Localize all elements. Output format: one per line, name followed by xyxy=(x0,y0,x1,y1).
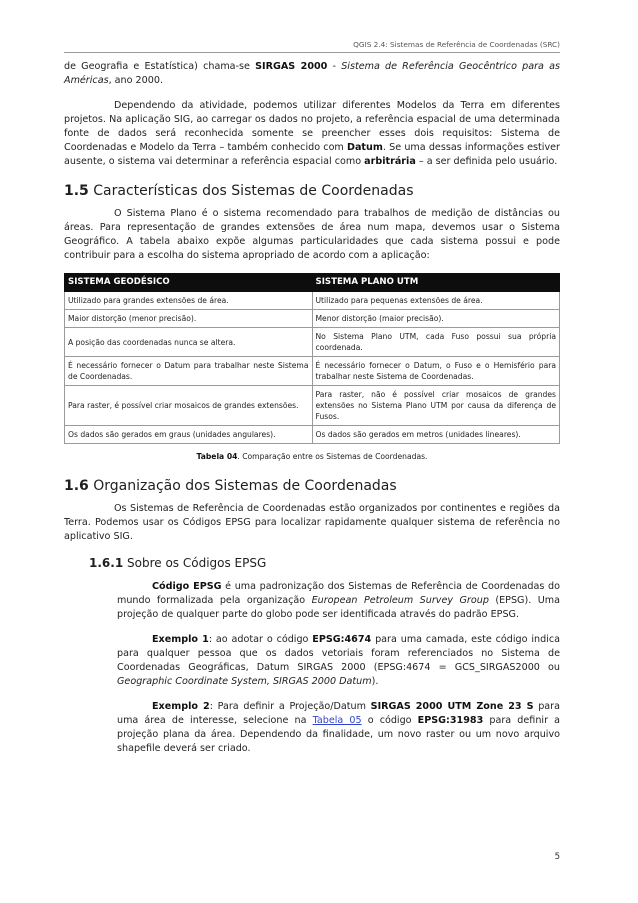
section-1-5-heading xyxy=(64,182,560,200)
caption-label: Tabela 04 xyxy=(196,452,238,461)
gcs-description: Geographic Coordinate System, SIRGAS 2000 Datum xyxy=(117,676,372,687)
text-run: o código xyxy=(361,715,418,726)
page-content xyxy=(64,60,560,756)
table-caption xyxy=(64,451,560,462)
text-run: . Se uma dessas informações estiver ausente, o sistema vai determinar a referência espacial como xyxy=(64,142,560,167)
table-cell: No Sistema Plano UTM, cada Fuso possui sua própria coordenada. xyxy=(312,328,560,357)
table-row xyxy=(65,310,560,328)
text-run: para uma camada, este código indica para qualquer pessoa que os dados vetoriais foram referenciados no Sistema de Coordenadas Geográficas, Datum SIRGAS 2000 (EPSG:4674 = GCS_SIRGAS2000 ou xyxy=(117,634,560,673)
text-run: para definir a projeção plana da área. Dependendo da finalidade, um novo raster ou um novo arquivo shapefile deverá ser criado. xyxy=(117,715,560,754)
text-run: (EPSG). Uma projeção de qualquer parte do globo pode ser identificada através do padrão EPSG. xyxy=(117,595,560,620)
caption-text: . Comparação entre os Sistemas de Coordenadas. xyxy=(237,452,428,461)
organization-name: European Petroleum Survey Group xyxy=(311,595,489,606)
table-row xyxy=(65,292,560,310)
section-title: Organização dos Sistemas de Coordenadas xyxy=(93,478,397,494)
table-row xyxy=(65,357,560,386)
tabela-05-link[interactable]: Tabela 05 xyxy=(312,715,362,726)
header-sistema-plano-utm: SISTEMA PLANO UTM xyxy=(312,274,560,292)
table-header-row xyxy=(65,274,560,292)
table-cell: Utilizado para grandes extensões de área. xyxy=(65,292,313,310)
section-title: Sobre os Códigos EPSG xyxy=(127,556,267,570)
table-cell: Maior distorção (menor precisão). xyxy=(65,310,313,328)
section-1-5-paragraph: O Sistema Plano é o sistema recomendado para trabalhos de medição de distâncias ou áreas. Para representação de grandes extensões de área num mapa, devemos usar o Sistema Geográfico. A tabela abaixo expõe algumas particularidades que cada sistema possui e pode contribuir para a escolha do sistema apropriado de acordo com a aplicação: xyxy=(64,208,560,261)
epsg-code: EPSG:31983 xyxy=(417,715,484,726)
section-1-6-heading xyxy=(64,477,560,495)
table-row xyxy=(65,426,560,444)
example-1-paragraph xyxy=(117,633,560,689)
table-cell: Os dados são gerados em graus (unidades angulares). xyxy=(65,426,313,444)
text-run: é uma padronização dos Sistemas de Referência de Coordenadas do mundo formalizada pela organização xyxy=(117,581,560,606)
example-1-label: Exemplo 1 xyxy=(152,634,209,645)
comparison-table xyxy=(64,273,560,444)
running-header: QGIS 2.4: Sistemas de Referência de Coordenadas (SRC) xyxy=(353,40,560,49)
intro-paragraph-1 xyxy=(64,60,560,88)
epsg-subsection xyxy=(117,580,560,756)
text-run: ). xyxy=(371,676,379,687)
text-run: para uma área de interesse, selecione na xyxy=(117,701,561,726)
section-number: 1.6 xyxy=(64,478,89,494)
example-2-label: Exemplo 2 xyxy=(152,701,210,712)
sirgas-definition: Sistema de Referência Geocêntrico para as Américas xyxy=(64,61,560,86)
text-run: : ao adotar o código xyxy=(208,634,313,645)
text-run: : Para definir a Projeção/Datum xyxy=(209,701,371,712)
table-row xyxy=(65,328,560,357)
table-cell: Menor distorção (maior precisão). xyxy=(312,310,560,328)
text-run: – a ser definida pelo usuário. xyxy=(415,156,558,167)
text-run: , ano 2000. xyxy=(108,75,164,86)
table-cell: Os dados são gerados em metros (unidades lineares). xyxy=(312,426,560,444)
text-run: Dependendo da atividade, podemos utilizar diferentes Modelos da Terra em diferentes projetos. Na aplicação SIG, ao carregar os dados no projeto, a referência espacial de uma determinada fonte de dados será reconhecida somente se preencher esses dois requisitos: Sistema de Coordenadas e Modelo da Terra – também conhecido com xyxy=(64,100,560,153)
epsg-definition-paragraph xyxy=(117,580,560,622)
table-cell: Utilizado para pequenas extensões de área. xyxy=(312,292,560,310)
section-number: 1.6.1 xyxy=(89,556,124,570)
table-cell: Para raster, é possível criar mosaicos de grandes extensões. xyxy=(65,386,313,426)
section-1-6-1-heading xyxy=(89,555,560,571)
arbitraria-term: arbitrária xyxy=(364,156,416,167)
text-run: - xyxy=(327,61,342,72)
text-run: de Geografia e Estatística) chama-se xyxy=(64,61,256,72)
section-title: Características dos Sistemas de Coordenadas xyxy=(93,183,414,199)
epsg-code: EPSG:4674 xyxy=(312,634,372,645)
page-number: 5 xyxy=(554,852,560,862)
sirgas-term: SIRGAS 2000 xyxy=(255,61,328,72)
table-row xyxy=(65,386,560,426)
codigo-epsg-term: Código EPSG xyxy=(152,581,222,592)
table-cell: É necessário fornecer o Datum, o Fuso e o Hemisfério para trabalhar neste Sistema de Coordenadas. xyxy=(312,357,560,386)
section-number: 1.5 xyxy=(64,183,89,199)
header-sistema-geodesico: SISTEMA GEODÉSICO xyxy=(65,274,313,292)
example-2-paragraph xyxy=(117,700,560,756)
section-1-6-paragraph: Os Sistemas de Referência de Coordenadas estão organizados por continentes e regiões da Terra. Podemos usar os Códigos EPSG para localizar rapidamente qualquer sistema de referência no aplicativo SIG. xyxy=(64,503,560,542)
table-cell: Para raster, não é possível criar mosaicos de grandes extensões no Sistema Plano UTM por causa da diferença de Fusos. xyxy=(312,386,560,426)
intro-paragraph-2 xyxy=(64,99,560,169)
table-cell: A posição das coordenadas nunca se altera. xyxy=(65,328,313,357)
datum-term: Datum xyxy=(347,142,383,153)
table-cell: É necessário fornecer o Datum para trabalhar neste Sistema de Coordenadas. xyxy=(65,357,313,386)
projection-name: SIRGAS 2000 UTM Zone 23 S xyxy=(370,701,534,712)
header-rule xyxy=(64,52,560,53)
